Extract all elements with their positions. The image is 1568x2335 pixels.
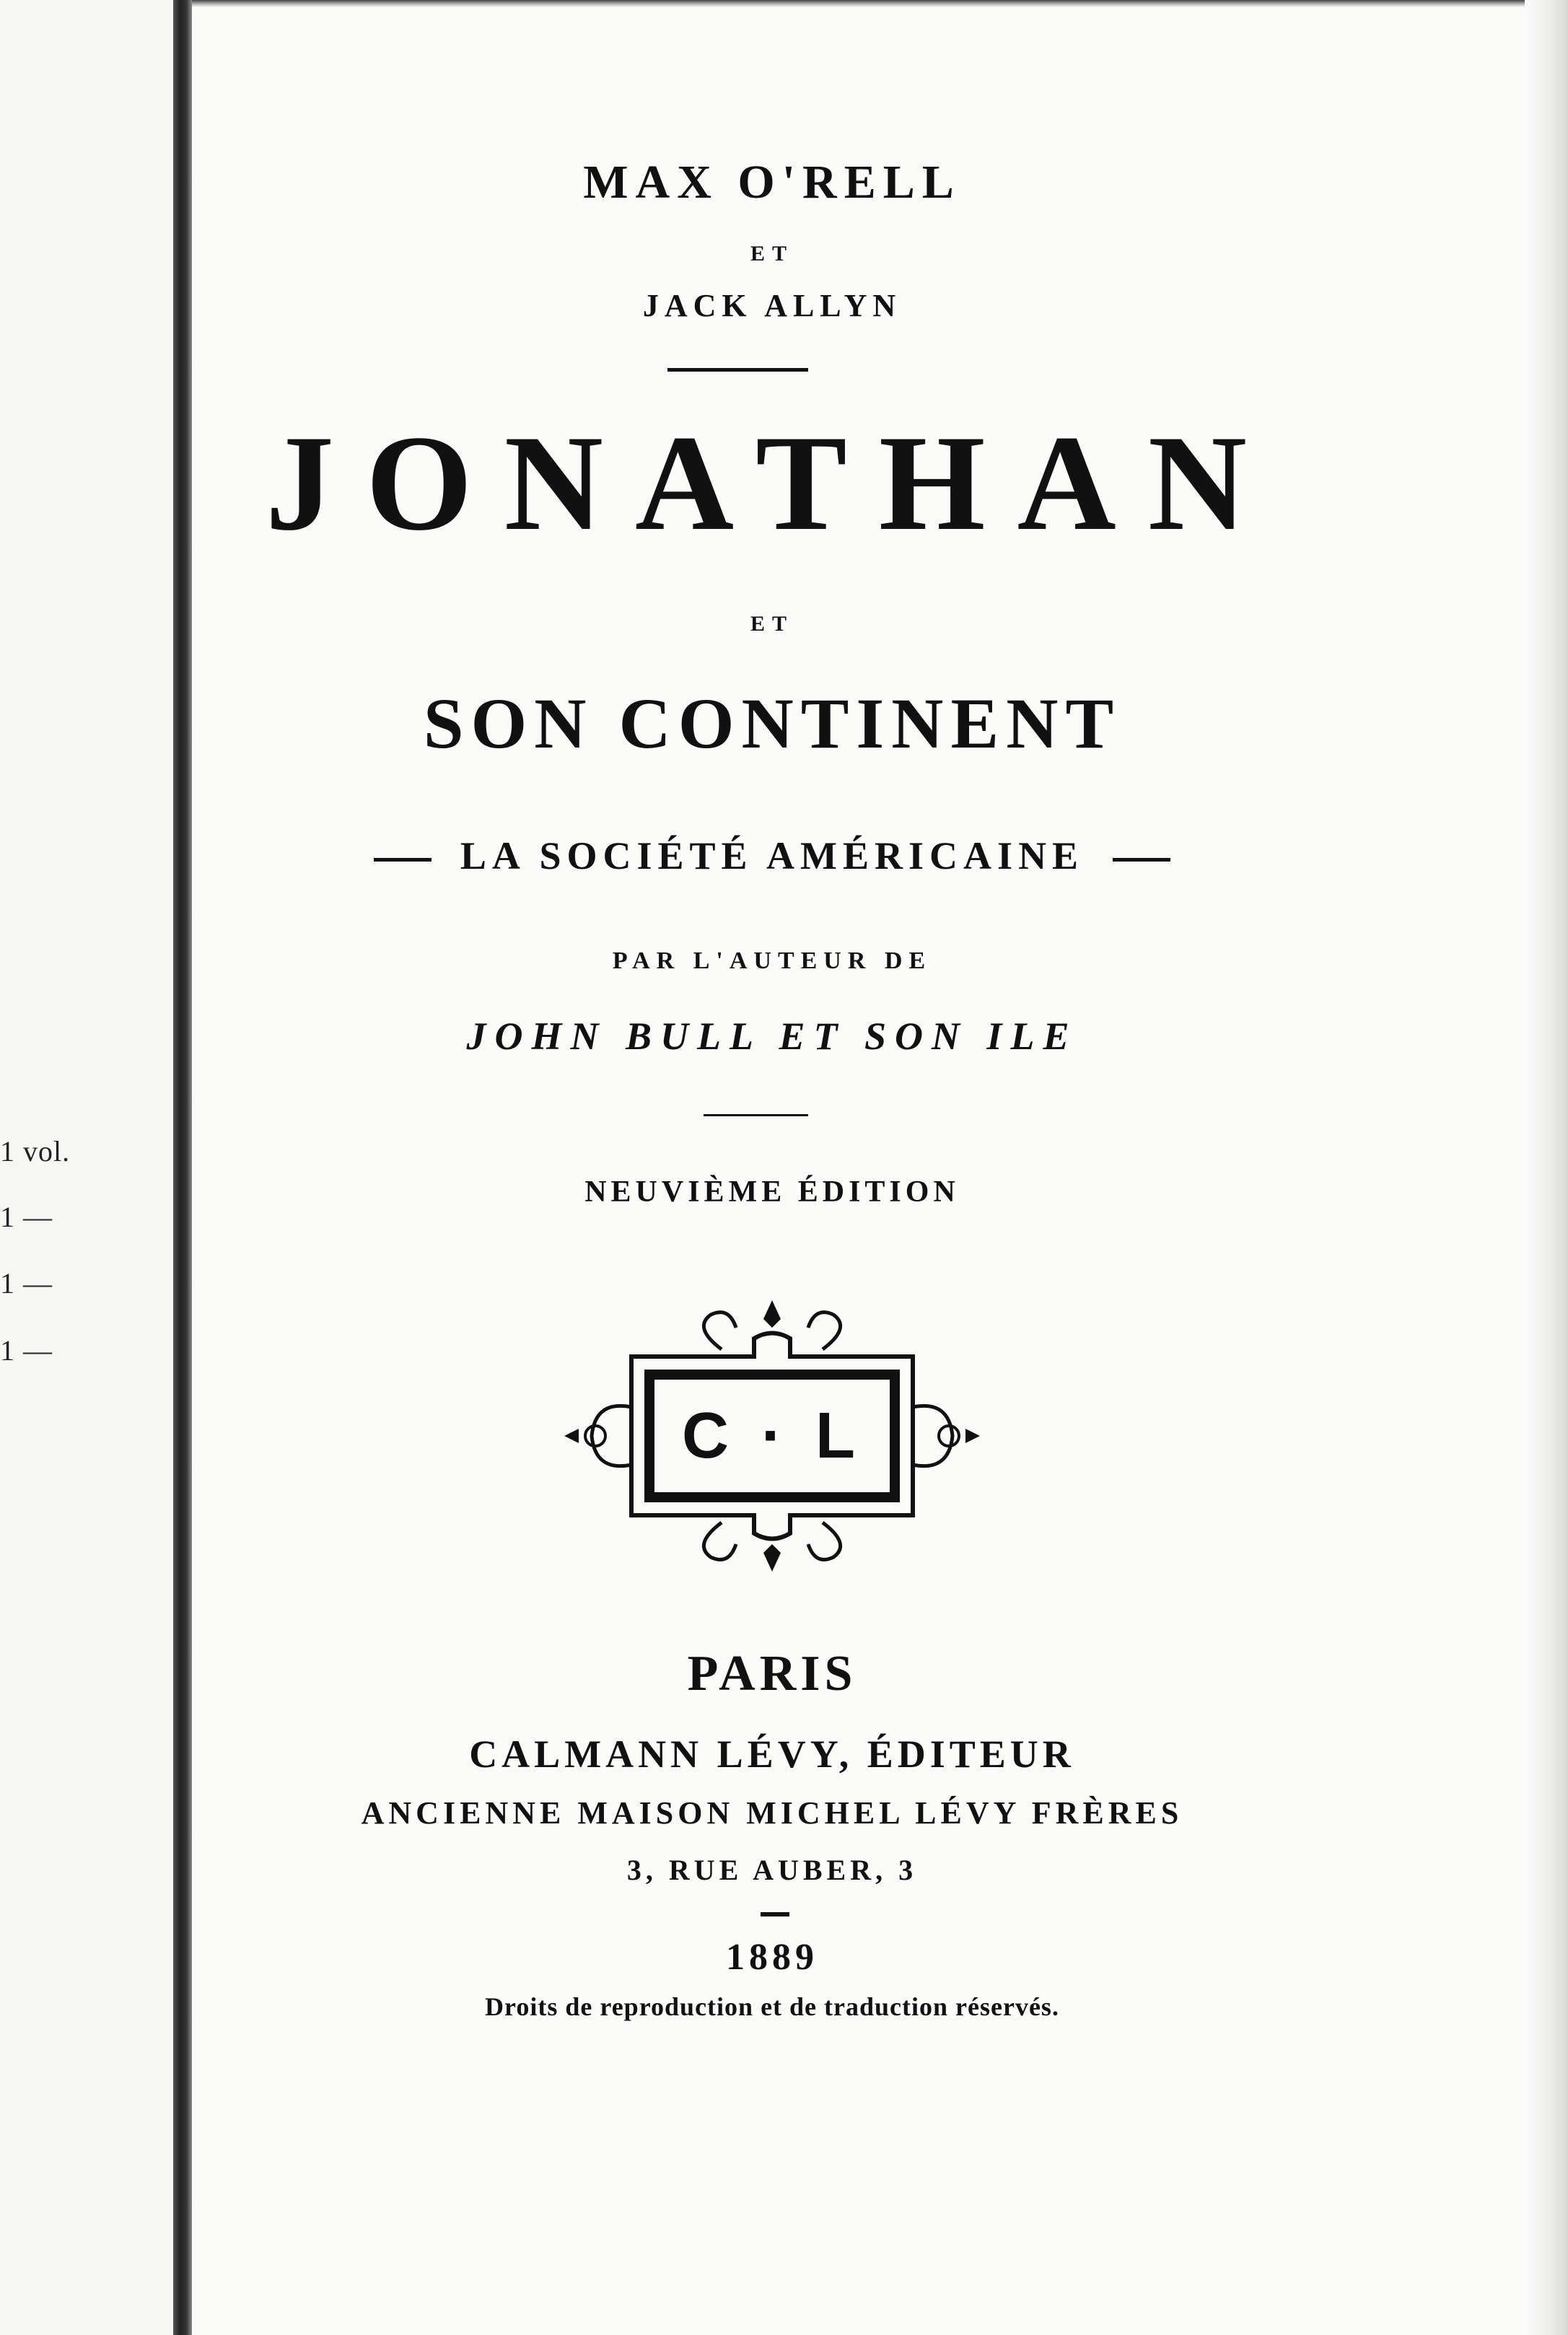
divider-rule [761,1912,789,1916]
conjunction: ET [750,612,794,636]
book-title: JONATHAN [265,408,1279,559]
coauthor-name: JACK ALLYN [642,288,902,323]
author-name: MAX O'RELL [583,156,961,209]
publisher-house: ANCIENNE MAISON MICHEL LÉVY FRÈRES [361,1795,1183,1831]
left-page-item: 1 — [0,1201,53,1233]
left-page-item: 1 — [0,1267,53,1300]
publication-year: 1889 [726,1937,818,1978]
dash-left [374,858,432,862]
publication-city: PARIS [687,1646,857,1701]
page-top-edge [192,0,1525,7]
dash-right [1113,858,1170,862]
divider-rule [667,368,808,372]
publisher-address: 3, RUE AUBER, 3 [626,1854,918,1886]
divider-rule [704,1114,808,1116]
by-author-of: PAR L'AUTEUR DE [612,947,932,974]
book-subtitle: SON CONTINENT [423,683,1121,763]
series-title: LA SOCIÉTÉ AMÉRICAINE [460,834,1085,877]
rights-notice: Droits de reproduction et de traduction réservés. [485,1992,1059,2021]
conjunction: ET [750,242,794,266]
series-line [195,833,1349,878]
book-gutter [173,0,192,2335]
other-work-title: JOHN BULL ET SON ILE [466,1015,1078,1058]
emblem-monogram: C · L [682,1400,862,1472]
edition: NEUVIÈME ÉDITION [584,1175,960,1209]
left-page-item: 1 — [0,1334,53,1367]
publisher-name: CALMANN LÉVY, ÉDITEUR [469,1732,1075,1776]
left-page-item: 1 vol. [0,1135,71,1168]
page-right-edge [1525,0,1568,2335]
